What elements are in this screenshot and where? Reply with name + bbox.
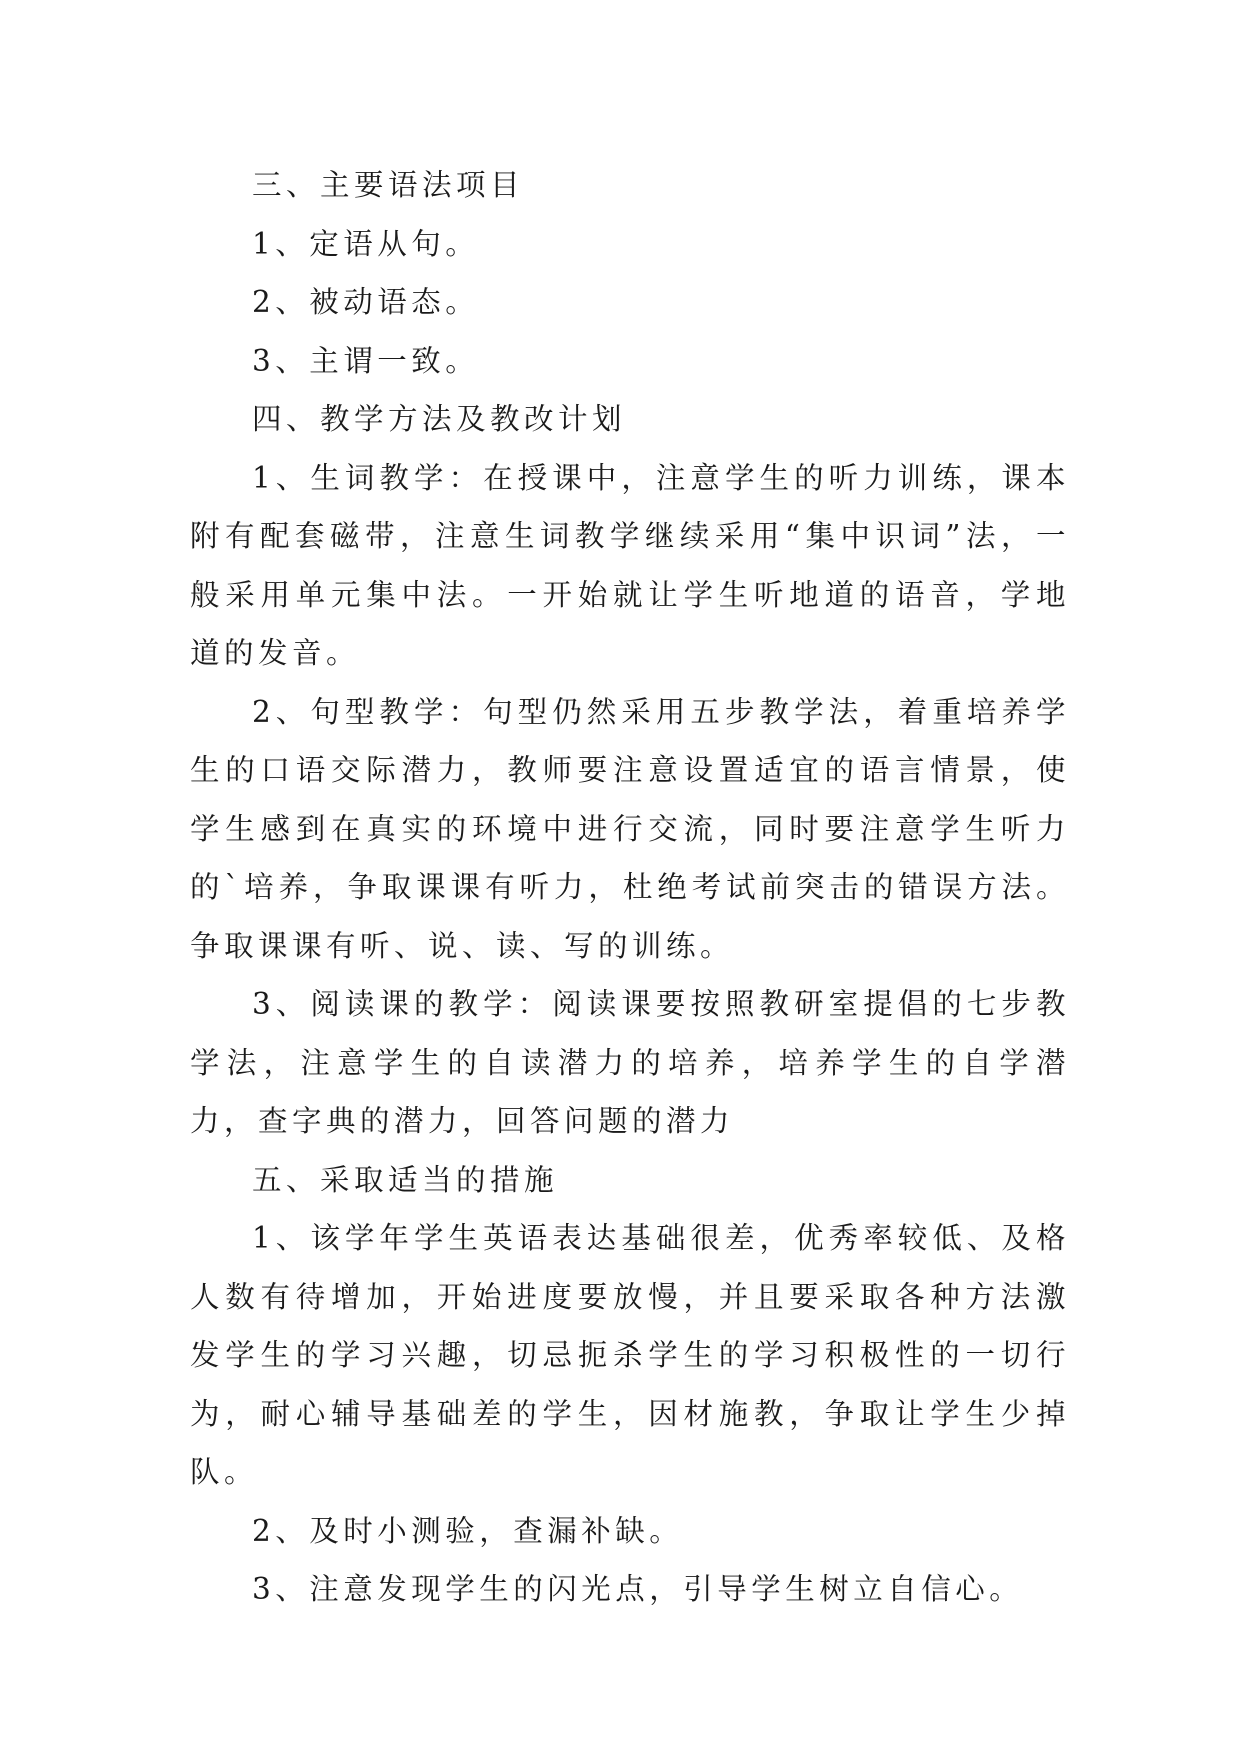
section-heading-measures: 五、采取适当的措施 bbox=[251, 1162, 558, 1197]
section-heading-methods: 四、教学方法及教改计划 bbox=[251, 402, 626, 436]
method-paragraph-3: 3、阅读课的教学：阅读课要按照教研室提倡的七步教学法，注意学生的自读潜力的培养，培养学生的自学潜力，查字典的潜力，回答问题的潜力 bbox=[190, 987, 1070, 1138]
document-body bbox=[190, 156, 1070, 1619]
method-paragraph-2: 2、句型教学：句型仍然采用五步教学法，着重培养学生的口语交际潜力，教师要注意设置适宜的语言情景，使学生感到在真实的环境中进行交流，同时要注意学生听力的`培养，争取课课有听力，杜绝考试前突击的错误方法。争取课课有听、说、读、写的训练。 bbox=[190, 694, 1070, 963]
measure-paragraph-2: 2、及时小测验，查漏补缺。 bbox=[251, 1513, 684, 1548]
grammar-item-3: 3、主谓一致。 bbox=[251, 343, 480, 378]
method-paragraph-1: 1、生词教学：在授课中，注意学生的听力训练，课本附有配套磁带，注意生词教学继续采用“集中识词”法，一般采用单元集中法。一开始就让学生听地道的语音，学地道的发音。 bbox=[190, 460, 1070, 670]
grammar-item-1: 1、定语从句。 bbox=[251, 226, 480, 261]
measure-paragraph-3: 3、注意发现学生的闪光点，引导学生树立自信心。 bbox=[251, 1572, 1024, 1606]
grammar-item-2: 2、被动语态。 bbox=[251, 285, 480, 319]
measure-paragraph-1: 1、该学年学生英语表达基础很差，优秀率较低、及格人数有待增加，开始进度要放慢，并且要采取各种方法激发学生的学习兴趣，切忌扼杀学生的学习积极性的一切行为，耐心辅导基础差的学生，因材施教，争取让学生少掉队。 bbox=[190, 1221, 1070, 1489]
section-heading-grammar: 三、主要语法项目 bbox=[251, 168, 524, 202]
